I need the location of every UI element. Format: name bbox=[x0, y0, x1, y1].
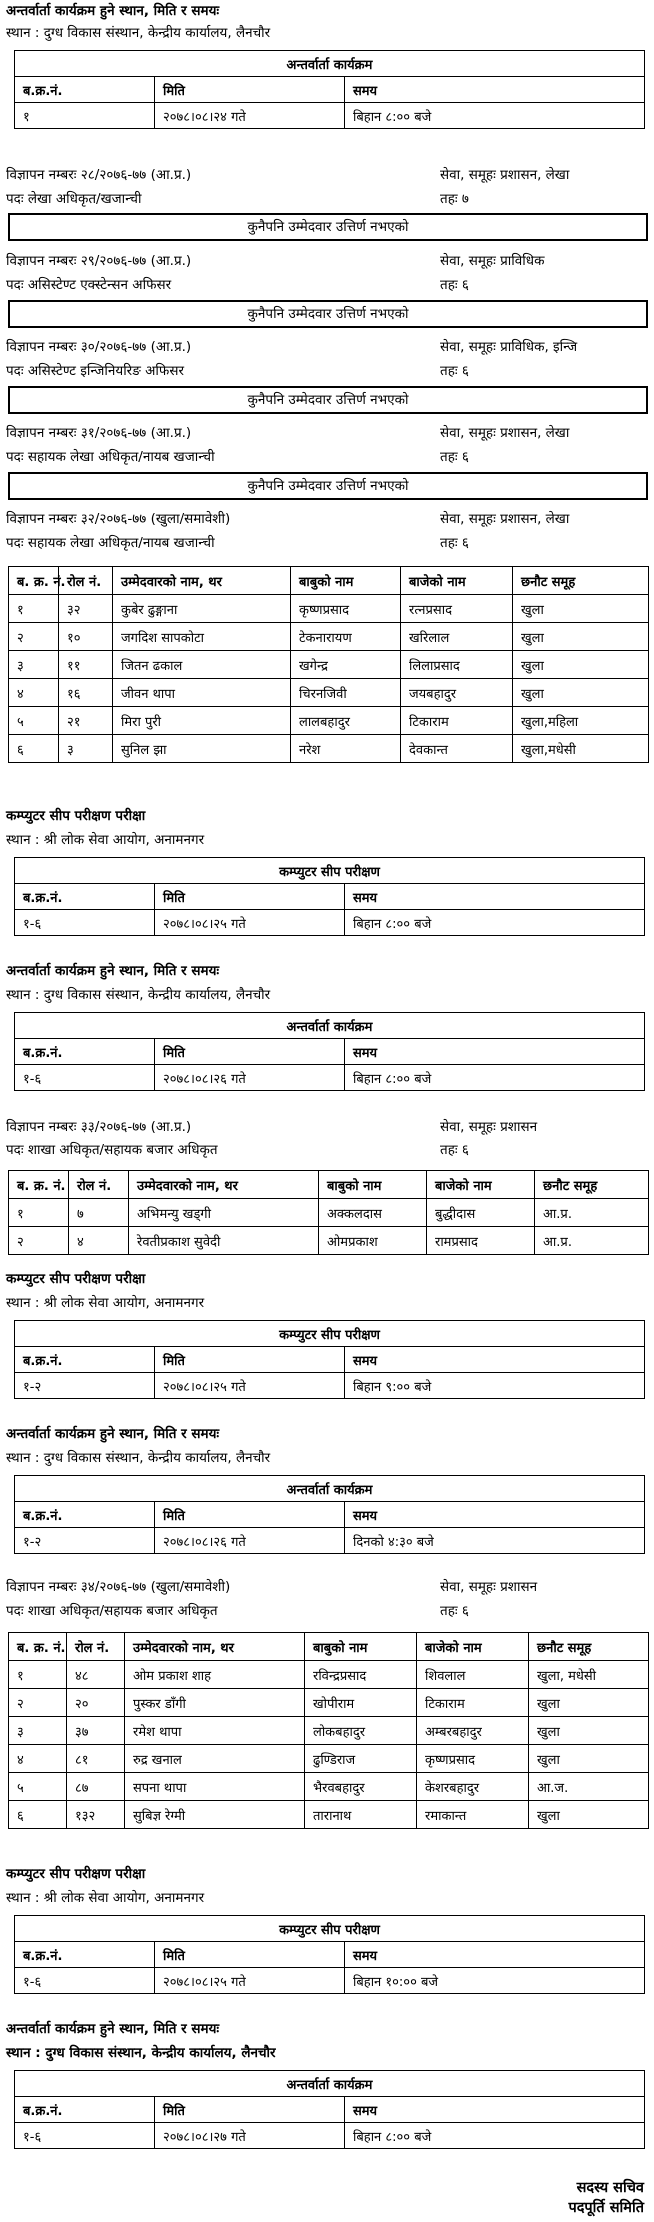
cell-date: २०७८।०८।२७ गते bbox=[155, 2123, 345, 2149]
header-time: समय bbox=[345, 1942, 645, 1968]
cell: २ bbox=[9, 1227, 69, 1255]
interview-table bbox=[14, 50, 645, 129]
cell-time: बिहान ८:०० बजे bbox=[345, 1065, 645, 1091]
cell-time: बिहान १०:०० बजे bbox=[345, 1968, 645, 1994]
cell: ६ bbox=[9, 1801, 67, 1829]
cell: नरेश bbox=[291, 735, 401, 763]
cell: ४ bbox=[9, 679, 59, 707]
computer-test-place: स्थान : श्री लोक सेवा आयोग, अनामनगर bbox=[6, 1890, 205, 1906]
cell: ढुण्डिराज bbox=[305, 1745, 417, 1773]
cell-date: २०७८।०८।२५ गते bbox=[155, 1373, 345, 1399]
cell: ४ bbox=[69, 1227, 129, 1255]
cell: अक्कलदास bbox=[319, 1199, 427, 1227]
service-group: सेवा, समूहः प्राविधिक bbox=[440, 253, 545, 269]
table-row bbox=[9, 707, 649, 735]
cell: खगेन्द्र bbox=[291, 651, 401, 679]
header-date: मिति bbox=[155, 884, 345, 910]
cell: अम्बरबहादुर bbox=[417, 1717, 529, 1745]
interview-table-title: अन्तर्वार्ता कार्यक्रम bbox=[15, 1013, 645, 1039]
cell: ८७ bbox=[67, 1773, 125, 1801]
computer-test-place: स्थान : श्री लोक सेवा आयोग, अनामनगर bbox=[6, 832, 205, 848]
cell-date: २०७८।०८।२६ गते bbox=[155, 1065, 345, 1091]
cell: ७ bbox=[69, 1199, 129, 1227]
cell: १३२ bbox=[67, 1801, 125, 1829]
post-level: तहः ६ bbox=[440, 1603, 469, 1619]
table-row bbox=[9, 1801, 649, 1829]
post-name: पदः असिस्टेण्ट इन्जिनियरिङ अफिसर bbox=[6, 363, 184, 379]
interview-table-title: अन्तर्वार्ता कार्यक्रम bbox=[15, 2071, 645, 2097]
cell: खुला,मधेसी bbox=[513, 735, 649, 763]
cell: खुला bbox=[513, 595, 649, 623]
candidate-table bbox=[8, 1170, 649, 1255]
cell: खुला,महिला bbox=[513, 707, 649, 735]
cell: टिकाराम bbox=[401, 707, 513, 735]
header-time: समय bbox=[345, 1502, 645, 1528]
header-date: मिति bbox=[155, 1942, 345, 1968]
header-date: मिति bbox=[155, 1347, 345, 1373]
computer-table-title: कम्प्युटर सीप परीक्षण bbox=[15, 858, 645, 884]
post-level: तहः ६ bbox=[440, 363, 469, 379]
cell: जगदिश सापकोटा bbox=[113, 623, 291, 651]
cell-time: दिनको ४:३० बजे bbox=[345, 1528, 645, 1554]
service-group: सेवा, समूहः प्राविधिक, इन्जि bbox=[440, 339, 578, 355]
table-row bbox=[9, 651, 649, 679]
cell: ४ bbox=[9, 1745, 67, 1773]
header-time: समय bbox=[345, 884, 645, 910]
cell: १ bbox=[9, 1199, 69, 1227]
cell: खुला bbox=[529, 1717, 649, 1745]
cell: आ.ज. bbox=[529, 1773, 649, 1801]
header-serial: ब.क्र.नं. bbox=[15, 884, 155, 910]
header-time: समय bbox=[345, 1347, 645, 1373]
signature-block bbox=[569, 2178, 645, 2218]
cell: भैरवबहादुर bbox=[305, 1773, 417, 1801]
cell: १ bbox=[9, 1661, 67, 1689]
post-level: तहः ६ bbox=[440, 535, 469, 551]
table-row bbox=[9, 1717, 649, 1745]
cell-serial: १ bbox=[15, 103, 155, 129]
cell: ६ bbox=[9, 735, 59, 763]
table-row bbox=[9, 679, 649, 707]
computer-test-table bbox=[14, 1915, 645, 1994]
header-time: समय bbox=[345, 77, 645, 103]
computer-test-heading: कम्प्युटर सीप परीक्षण परीक्षा bbox=[6, 1271, 146, 1287]
cell: आ.प्र. bbox=[535, 1199, 649, 1227]
ad-number: विज्ञापन नम्बरः २८/२०७६-७७ (आ.प्र.) bbox=[6, 167, 192, 183]
header-grandfather: बाजेको नाम bbox=[427, 1171, 535, 1199]
cell: ११ bbox=[59, 651, 113, 679]
ad-number: विज्ञापन नम्बरः ३३/२०७६-७७ (आ.प्र.) bbox=[6, 1119, 192, 1135]
cell: रत्नप्रसाद bbox=[401, 595, 513, 623]
post-level: तहः ७ bbox=[440, 191, 469, 207]
header-name: उम्मेदवारको नाम, थर bbox=[129, 1171, 319, 1199]
cell: खुला, मधेसी bbox=[529, 1661, 649, 1689]
table-row bbox=[9, 1745, 649, 1773]
cell: ओमप्रकाश bbox=[319, 1227, 427, 1255]
cell: रेवतीप्रकाश सुवेदी bbox=[129, 1227, 319, 1255]
cell: ८१ bbox=[67, 1745, 125, 1773]
cell-date: २०७८।०८।२५ गते bbox=[155, 910, 345, 936]
header-time: समय bbox=[345, 1039, 645, 1065]
header-serial: ब.क्र.नं. bbox=[15, 1039, 155, 1065]
interview-place: स्थान : दुग्ध विकास संस्थान, केन्द्रीय कार्यालय, लैनचौर bbox=[6, 987, 271, 1003]
cell-date: २०७८।०८।२६ गते bbox=[155, 1528, 345, 1554]
cell: अभिमन्यु खड्गी bbox=[129, 1199, 319, 1227]
cell-serial: १-६ bbox=[15, 2123, 155, 2149]
cell-serial: १-६ bbox=[15, 910, 155, 936]
interview-heading: अन्तर्वार्ता कार्यक्रम हुने स्थान, मिति र समयः bbox=[6, 963, 220, 979]
cell: तारानाथ bbox=[305, 1801, 417, 1829]
cell: चिरनजिवी bbox=[291, 679, 401, 707]
header-serial: ब. क्र. नं. bbox=[9, 1171, 69, 1199]
cell: खुला bbox=[529, 1801, 649, 1829]
cell: खोपीराम bbox=[305, 1689, 417, 1717]
cell: २ bbox=[9, 623, 59, 651]
interview-table-title: अन्तर्वार्ता कार्यक्रम bbox=[15, 51, 645, 77]
computer-test-heading: कम्प्युटर सीप परीक्षण परीक्षा bbox=[6, 1866, 146, 1882]
cell: ४८ bbox=[67, 1661, 125, 1689]
interview-heading: अन्तर्वार्ता कार्यक्रम हुने स्थान, मिति र समयः bbox=[6, 3, 220, 19]
ad-number: विज्ञापन नम्बरः २९/२०७६-७७ (आ.प्र.) bbox=[6, 253, 192, 269]
cell: खुला bbox=[529, 1689, 649, 1717]
header-father: बाबुको नाम bbox=[305, 1633, 417, 1661]
cell: देवकान्त bbox=[401, 735, 513, 763]
header-name: उम्मेदवारको नाम, थर bbox=[113, 567, 291, 595]
table-row bbox=[9, 595, 649, 623]
service-group: सेवा, समूहः प्रशासन, लेखा bbox=[440, 511, 570, 527]
header-name: उम्मेदवारको नाम, थर bbox=[125, 1633, 305, 1661]
cell-date: २०७८।०८।२५ गते bbox=[155, 1968, 345, 1994]
cell: जयबहादुर bbox=[401, 679, 513, 707]
cell: बुद्धीदास bbox=[427, 1199, 535, 1227]
header-grandfather: बाजेको नाम bbox=[417, 1633, 529, 1661]
table-row bbox=[9, 623, 649, 651]
member-secretary: सदस्य सचिव bbox=[576, 2180, 644, 2196]
computer-table-title: कम्प्युटर सीप परीक्षण bbox=[15, 1916, 645, 1942]
post-name: पदः लेखा अधिकृत/खजान्ची bbox=[6, 191, 142, 207]
interview-place: स्थान : दुग्ध विकास संस्थान, केन्द्रीय कार्यालय, लैनचौर bbox=[6, 1450, 271, 1466]
candidate-table bbox=[8, 1632, 649, 1829]
post-level: तहः ६ bbox=[440, 1142, 469, 1158]
no-candidate-notice: कुनैपनि उम्मेदवार उत्तिर्ण नभएको bbox=[8, 300, 648, 328]
cell: केशरबहादुर bbox=[417, 1773, 529, 1801]
interview-heading: अन्तर्वार्ता कार्यक्रम हुने स्थान, मिति र समयः bbox=[6, 2021, 220, 2037]
table-row bbox=[9, 1661, 649, 1689]
header-date: मिति bbox=[155, 1039, 345, 1065]
cell-date: २०७८।०८।२४ गते bbox=[155, 103, 345, 129]
cell: सुबिज्ञ रेग्मी bbox=[125, 1801, 305, 1829]
header-roll: रोल नं. bbox=[67, 1633, 125, 1661]
cell-time: बिहान ९:०० बजे bbox=[345, 1373, 645, 1399]
cell: खरिलाल bbox=[401, 623, 513, 651]
cell: २० bbox=[67, 1689, 125, 1717]
cell: कुबेर ढुङ्गाना bbox=[113, 595, 291, 623]
interview-table bbox=[14, 1012, 645, 1091]
table-row bbox=[9, 1773, 649, 1801]
cell: लालबहादुर bbox=[291, 707, 401, 735]
computer-test-table bbox=[14, 1320, 645, 1399]
cell-serial: १-२ bbox=[15, 1373, 155, 1399]
header-group: छनौट समूह bbox=[513, 567, 649, 595]
cell: रविन्द्रप्रसाद bbox=[305, 1661, 417, 1689]
header-time: समय bbox=[345, 2097, 645, 2123]
cell: १० bbox=[59, 623, 113, 651]
header-date: मिति bbox=[155, 77, 345, 103]
cell: १ bbox=[9, 595, 59, 623]
no-candidate-notice: कुनैपनि उम्मेदवार उत्तिर्ण नभएको bbox=[8, 472, 648, 500]
cell: सुनिल झा bbox=[113, 735, 291, 763]
cell: २१ bbox=[59, 707, 113, 735]
cell: ५ bbox=[9, 1773, 67, 1801]
ad-number: विज्ञापन नम्बरः ३४/२०७६-७७ (खुला/समावेशी) bbox=[6, 1579, 231, 1595]
header-serial: ब.क्र.नं. bbox=[15, 1502, 155, 1528]
cell-serial: १-६ bbox=[15, 1968, 155, 1994]
header-grandfather: बाजेको नाम bbox=[401, 567, 513, 595]
cell-time: बिहान ८:०० बजे bbox=[345, 103, 645, 129]
header-serial: ब.क्र.नं. bbox=[15, 1347, 155, 1373]
cell: ३७ bbox=[67, 1717, 125, 1745]
cell: ३ bbox=[59, 735, 113, 763]
interview-place: स्थान : दुग्ध विकास संस्थान, केन्द्रीय कार्यालय, लैनचौर bbox=[6, 25, 271, 41]
cell: कृष्णप्रसाद bbox=[291, 595, 401, 623]
service-group: सेवा, समूहः प्रशासन bbox=[440, 1119, 538, 1135]
cell: खुला bbox=[529, 1745, 649, 1773]
cell: जीवन थापा bbox=[113, 679, 291, 707]
post-name: पदः शाखा अधिकृत/सहायक बजार अधिकृत bbox=[6, 1603, 218, 1619]
service-group: सेवा, समूहः प्रशासन, लेखा bbox=[440, 425, 570, 441]
table-row bbox=[9, 1689, 649, 1717]
cell: ओम प्रकाश शाह bbox=[125, 1661, 305, 1689]
cell: ५ bbox=[9, 707, 59, 735]
cell: ३ bbox=[9, 1717, 67, 1745]
cell-time: बिहान ८:०० बजे bbox=[345, 910, 645, 936]
cell-time: बिहान ८:०० बजे bbox=[345, 2123, 645, 2149]
header-serial: ब.क्र.नं. bbox=[15, 2097, 155, 2123]
header-roll: रोल नं. bbox=[69, 1171, 129, 1199]
table-row bbox=[9, 1227, 649, 1255]
post-name: पदः सहायक लेखा अधिकृत/नायब खजान्ची bbox=[6, 535, 215, 551]
header-group: छनौट समूह bbox=[529, 1633, 649, 1661]
cell: मिरा पुरी bbox=[113, 707, 291, 735]
cell: सपना थापा bbox=[125, 1773, 305, 1801]
interview-place: स्थान : दुग्ध विकास संस्थान, केन्द्रीय कार्यालय, लैनचौर bbox=[6, 2045, 276, 2061]
post-level: तहः ६ bbox=[440, 277, 469, 293]
computer-test-table bbox=[14, 857, 645, 936]
table-row bbox=[9, 1199, 649, 1227]
cell: १६ bbox=[59, 679, 113, 707]
post-name: पदः शाखा अधिकृत/सहायक बजार अधिकृत bbox=[6, 1142, 218, 1158]
cell: रुद्र खनाल bbox=[125, 1745, 305, 1773]
cell: रमेश थापा bbox=[125, 1717, 305, 1745]
service-group: सेवा, समूहः प्रशासन, लेखा bbox=[440, 167, 570, 183]
cell-serial: १-६ bbox=[15, 1065, 155, 1091]
recruitment-committee: पदपूर्ति समिति bbox=[568, 2200, 644, 2216]
header-date: मिति bbox=[155, 2097, 345, 2123]
cell: पुस्कर डाँगी bbox=[125, 1689, 305, 1717]
header-date: मिति bbox=[155, 1502, 345, 1528]
no-candidate-notice: कुनैपनि उम्मेदवार उत्तिर्ण नभएको bbox=[8, 213, 648, 241]
header-roll: रोल नं. bbox=[59, 567, 113, 595]
header-father: बाबुको नाम bbox=[319, 1171, 427, 1199]
post-name: पदः सहायक लेखा अधिकृत/नायब खजान्ची bbox=[6, 449, 215, 465]
interview-table-title: अन्तर्वार्ता कार्यक्रम bbox=[15, 1476, 645, 1502]
computer-table-title: कम्प्युटर सीप परीक्षण bbox=[15, 1321, 645, 1347]
cell: खुला bbox=[513, 623, 649, 651]
cell: लिलाप्रसाद bbox=[401, 651, 513, 679]
cell: खुला bbox=[513, 679, 649, 707]
computer-test-heading: कम्प्युटर सीप परीक्षण परीक्षा bbox=[6, 808, 146, 824]
cell: टेकनारायण bbox=[291, 623, 401, 651]
cell: रामप्रसाद bbox=[427, 1227, 535, 1255]
cell: टिकाराम bbox=[417, 1689, 529, 1717]
computer-test-place: स्थान : श्री लोक सेवा आयोग, अनामनगर bbox=[6, 1295, 205, 1311]
cell-serial: १-२ bbox=[15, 1528, 155, 1554]
interview-heading: अन्तर्वार्ता कार्यक्रम हुने स्थान, मिति र समयः bbox=[6, 1426, 220, 1442]
ad-number: विज्ञापन नम्बरः ३०/२०७६-७७ (आ.प्र.) bbox=[6, 339, 192, 355]
cell: लोकबहादुर bbox=[305, 1717, 417, 1745]
candidate-table bbox=[8, 566, 649, 763]
cell: ३ bbox=[9, 651, 59, 679]
service-group: सेवा, समूहः प्रशासन bbox=[440, 1579, 538, 1595]
cell: जितन ढकाल bbox=[113, 651, 291, 679]
ad-number: विज्ञापन नम्बरः ३१/२०७६-७७ (आ.प्र.) bbox=[6, 425, 192, 441]
cell: शिवलाल bbox=[417, 1661, 529, 1689]
header-serial: ब. क्र. नं. bbox=[9, 1633, 67, 1661]
no-candidate-notice: कुनैपनि उम्मेदवार उत्तिर्ण नभएको bbox=[8, 386, 648, 414]
header-serial: ब.क्र.नं. bbox=[15, 77, 155, 103]
cell: आ.प्र. bbox=[535, 1227, 649, 1255]
interview-table bbox=[14, 2070, 645, 2149]
post-level: तहः ६ bbox=[440, 449, 469, 465]
cell: २ bbox=[9, 1689, 67, 1717]
cell: ३२ bbox=[59, 595, 113, 623]
ad-number: विज्ञापन नम्बरः ३२/२०७६-७७ (खुला/समावेशी) bbox=[6, 511, 231, 527]
header-father: बाबुको नाम bbox=[291, 567, 401, 595]
header-serial: ब.क्र.नं. bbox=[15, 1942, 155, 1968]
cell: कृष्णप्रसाद bbox=[417, 1745, 529, 1773]
cell: खुला bbox=[513, 651, 649, 679]
header-group: छनौट समूह bbox=[535, 1171, 649, 1199]
interview-table bbox=[14, 1475, 645, 1554]
cell: रमाकान्त bbox=[417, 1801, 529, 1829]
table-row bbox=[9, 735, 649, 763]
post-name: पदः असिस्टेण्ट एक्स्टेन्सन अफिसर bbox=[6, 277, 172, 293]
header-serial: ब. क्र. नं. bbox=[9, 567, 59, 595]
